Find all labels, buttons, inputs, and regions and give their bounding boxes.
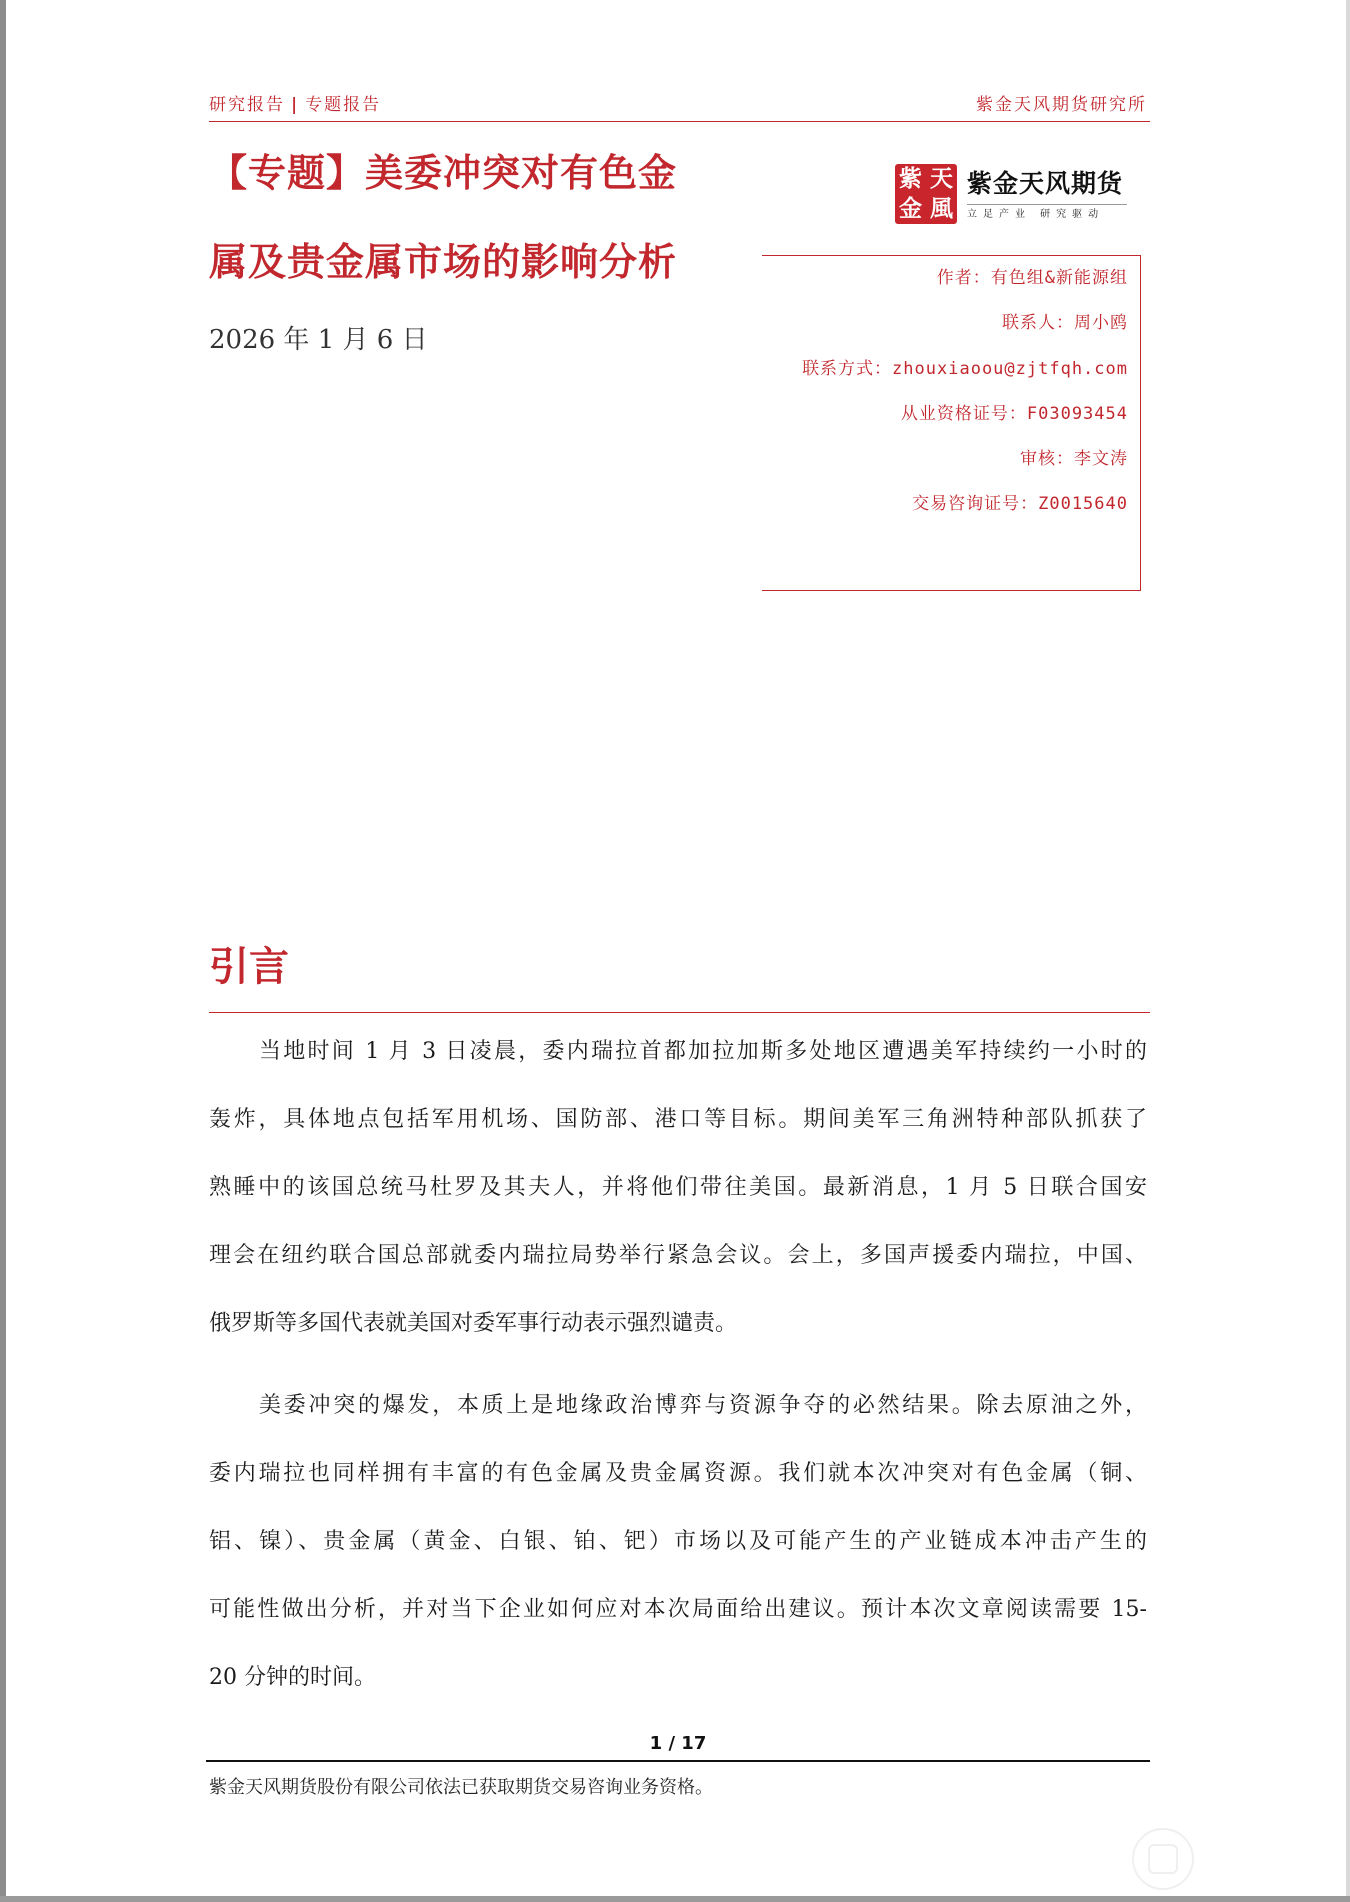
- header-separator: |: [291, 95, 298, 115]
- info-license-number: 从业资格证号：F03093454: [900, 404, 1128, 424]
- footer-disclaimer: 紫金天风期货股份有限公司依法已获取期货交易咨询业务资格。: [209, 1777, 713, 1798]
- header-report-subtype: 专题报告: [305, 95, 382, 115]
- seal-char: 天: [930, 165, 953, 192]
- section-heading-intro: 引言: [209, 943, 289, 990]
- info-author: 作者：有色组&新能源组: [936, 268, 1128, 288]
- report-title-line-2: 属及贵金属市场的影响分析: [209, 239, 678, 284]
- seal-char: 金: [899, 195, 922, 222]
- page-number: 1 / 17: [649, 1733, 707, 1754]
- logo-divider: [967, 204, 1127, 205]
- info-contact-email: 联系方式：zhouxiaoou@zjtfqh.com: [802, 359, 1128, 379]
- paragraph-line: 俄罗斯等多国代表就美国对委军事行动表示强烈谴责。: [209, 1311, 738, 1336]
- paragraph-line: 轰炸，具体地点包括军用机场、国防部、港口等目标。期间美军三角洲特种部队抓获了: [209, 1107, 1147, 1132]
- header-category: [209, 93, 381, 117]
- company-logo-name: 紫金天风期货: [967, 169, 1124, 198]
- page-edge-left: [0, 0, 6, 1902]
- header-institute: 紫金天风期货研究所: [976, 95, 1147, 115]
- paragraph-line: 熟睡中的该国总统马杜罗及其夫人，并将他们带往美国。最新消息，1 月 5 日联合国安: [209, 1175, 1147, 1200]
- footer-rule: [206, 1760, 1150, 1762]
- page-edge-right: [1346, 0, 1350, 1902]
- header-report-type: 研究报告: [209, 95, 285, 115]
- paragraph-line: 美委冲突的爆发，本质上是地缘政治博弈与资源争夺的必然结果。除去原油之外，: [259, 1393, 1147, 1418]
- section-rule: [209, 1012, 1150, 1013]
- info-reviewer: 审核：李文涛: [1020, 449, 1128, 469]
- report-title-line-1: 【专题】美委冲突对有色金: [209, 150, 678, 195]
- intro-paragraph-2: [209, 1372, 1147, 1712]
- header-rule: [209, 121, 1150, 122]
- report-date: 2026 年 1 月 6 日: [209, 325, 428, 355]
- info-advisory-number: 交易咨询证号：Z0015640: [912, 494, 1128, 514]
- watermark-logo-icon: [1132, 1828, 1194, 1890]
- paragraph-line: 委内瑞拉也同样拥有丰富的有色金属及贵金属资源。我们就本次冲突对有色金属（铜、: [209, 1461, 1147, 1486]
- paragraph-line: 当地时间 1 月 3 日凌晨，委内瑞拉首都加拉加斯多处地区遭遇美军持续约一小时的: [259, 1039, 1147, 1064]
- paragraph-line: 可能性做出分析，并对当下企业如何应对本次局面给出建议。预计本次文章阅读需要 15-: [209, 1597, 1147, 1622]
- seal-char: 紫: [899, 165, 922, 192]
- paragraph-line: 20 分钟的时间。: [209, 1665, 376, 1690]
- paragraph-line: 铝、镍）、贵金属（黄金、白银、铂、钯）市场以及可能产生的产业链成本冲击产生的: [209, 1529, 1147, 1554]
- seal-char: 風: [930, 195, 953, 222]
- intro-paragraph-1: [209, 1018, 1147, 1358]
- info-contact-person: 联系人：周小鸥: [1002, 313, 1128, 333]
- paragraph-line: 理会在纽约联合国总部就委内瑞拉局势举行紧急会议。会上，多国声援委内瑞拉，中国、: [209, 1243, 1147, 1268]
- company-seal-logo-icon: [895, 164, 957, 224]
- company-slogan: 立足产业 研究驱动: [967, 209, 1105, 220]
- page-edge-bottom: [0, 1896, 1350, 1902]
